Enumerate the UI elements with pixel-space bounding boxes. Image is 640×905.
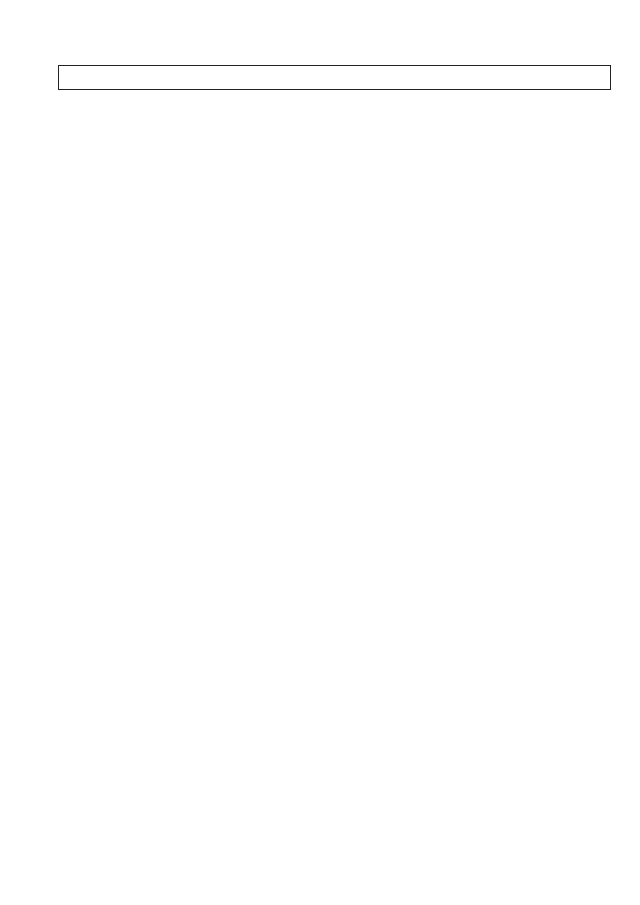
- section-header: [59, 66, 611, 90]
- data-table: [58, 65, 611, 90]
- section-body: [59, 66, 611, 90]
- section-header-row: [59, 66, 611, 90]
